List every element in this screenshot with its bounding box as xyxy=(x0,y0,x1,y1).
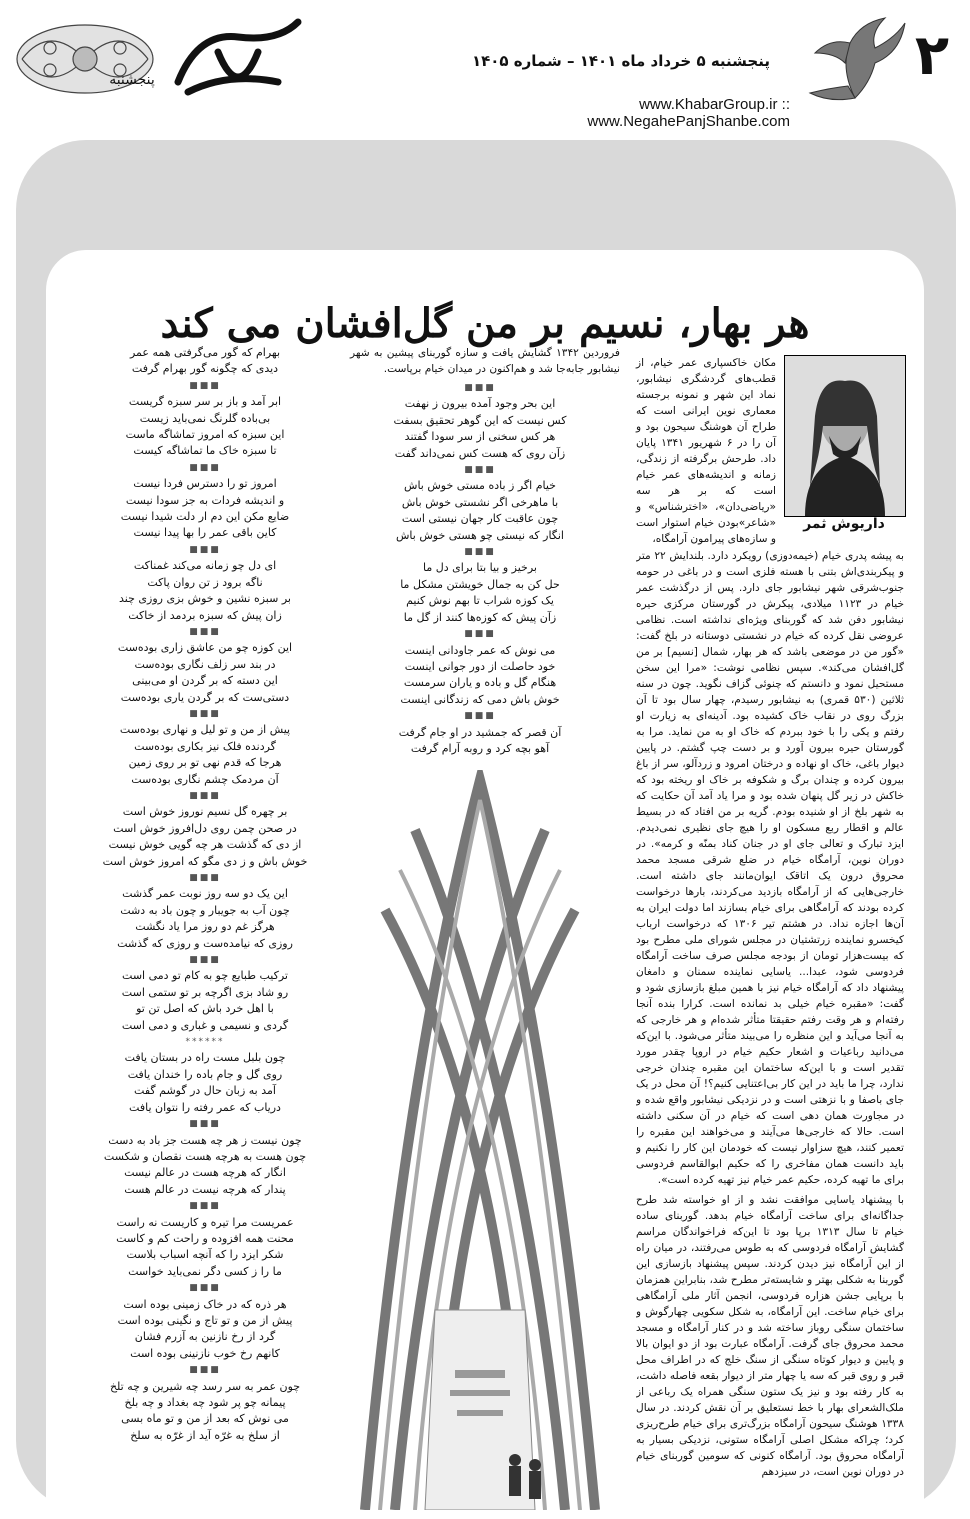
poem-line: شکر ایزد را که آنچه اسباب بلاست xyxy=(126,1248,284,1262)
poem-line: هنگام گل و باده و یاران سرمست xyxy=(403,676,557,690)
poem-line: با اهل خرد باش که اصل تن تو xyxy=(136,1002,274,1016)
poem-line: این یک دو سه روز نوبت عمر گذشت xyxy=(122,887,288,901)
poem-line: می نوش که عمر جاودانی اینست xyxy=(404,643,556,657)
poem-line: حل کن به جمال خویشتن مشکل ما xyxy=(400,577,560,591)
phoenix-icon xyxy=(800,8,910,108)
newspaper-logo xyxy=(158,12,318,104)
poem-line: از سلخ به غرّه آید از غرّه به سلخ xyxy=(130,1428,280,1442)
poem-line: انگار که نیستی چو هستی خوش باش xyxy=(396,528,564,542)
poem-line: زان پیش که سبزه بردمد از خاکت xyxy=(128,608,282,622)
poem-line: امروز تو را دسترس فردا نیست xyxy=(133,477,277,491)
poem-line: با ماهرخی اگر نشستی خوش باش xyxy=(401,495,559,509)
article-paragraph: با پیشنهاد یاسایی موافقت نشد و از او خواسته شد طرح جداگانه‌ای برای ساخت آرامگاه خیام بدهد. گوربنای ساده خیام تا سال ۱۳۱۳ برپا بود تا این‌که فراخواندگان مراسم گشایش آرامگاه فردوسی که به طوس می‌رفتند، در میان راه از این آرامگاه نیز دیدن کردند. سپس پیشنهاد بازسازی این گوربنا به شکلی بهتر و شایسته‌تر مطرح شد، بنابراین همزمان با برپایی جشن هزاره فردوسی، انجمن آثار ملی آرامگاهی برای خیام ساخت. این آرامگاه، به شکل سکویی چهارگوش و ساختمان سنگی روباز ساخته شد و در کنار آرامگاه و مسجد محمد محروق جای گرفت. آرامگاه عبارت بود از دو ایوان بالا و پایین و دیوار کوتاه سنگی از سنگ خلج که در اطراف محل قبر و روی قبر که سه یا چهار متر از دیوار بقعه فاصله داشت، به کار رفته بود و نیز یک ستون سنگی همراه یک رباعی از ملک‌الشعرای بهار با خط نستعلیق بر آن نقش کردند. در سال ۱۳۳۸ هوشنگ سیحون آرامگاه بزرگ‌تری برای خیام طرح‌ریزی کرد؛ چراکه مشکل اصلی آرامگاه ستونی، نزدیکی بسیار به آرامگاه محروق بود. آرامگاه کنونی که سومین گوربنای خیام در دوران نوین است، در سیزدهم xyxy=(636,1194,904,1478)
poem-line: پندار که هرچه نیست در عالم هست xyxy=(124,1182,286,1196)
poem-line: کاین باقی عمر را بها پیدا نیست xyxy=(133,526,277,540)
issue-dateline: پنجشنبه ۵ خرداد ماه ۱۴۰۱ – شماره ۱۴۰۵ xyxy=(471,52,770,70)
poem-line: هر ذره که در خاک زمینی بوده است xyxy=(123,1297,287,1311)
stanza-separator: ■■■ xyxy=(189,1201,221,1212)
stanza-separator: ■■■ xyxy=(189,626,221,637)
article-main-text xyxy=(636,548,904,1508)
poem-line: آهو بچه کرد و روبه آرام گرفت xyxy=(410,741,550,755)
poem-line: در صحن چمن روی دل‌افروز خوش است xyxy=(113,821,297,835)
poem-line: خوش باش و ز دی مگو که امروز خوش است xyxy=(102,854,308,868)
poem-line: چون هست به هرچه هست نقصان و شکست xyxy=(103,1149,307,1163)
article-middle-text: فروردین ۱۳۴۲ گشایش یافت و سازه گوربنای پیشین به شهر نیشابور جابه‌جا شد و هم‌اکنون در میدان خیام برپاست. xyxy=(350,347,620,375)
poem-line: چون عمر به سر رسد چه شیرین و چه تلخ xyxy=(109,1379,301,1393)
left-quatrains xyxy=(70,345,340,1444)
stanza-separator: ****** xyxy=(185,1037,225,1048)
poem-line: گردنده فلک نیز بکاری بوده‌ست xyxy=(134,739,276,753)
poem-line: رو شاد بزی اگرچه بر تو ستمی است xyxy=(121,985,289,999)
article-paragraph: به پیشه پدری خیام (خیمه‌دوزی) رویکرد دارد. بلندایش ۲۲ متر و پیکربندی‌اش بتنی با هسته فلزی است و در باغی در حومه جنوب‌شرقی شهر نیشابور جای دارد. پس از درگذشت عمر خیام در ۱۱۲۳ میلادی، پیکرش در گورستان مرکزی حیره نیشابور دفن شد که گوربنای ویژه‌ای نداشته است. نظامی عروضی نقل کرده که خیام در نشستی دوستانه در بلخ گفت: «گور من در موضعی باشد که هر بهار، شمال [نسیم] بر من گل‌افشان می‌کند». سپس نظامی نوشت: «مرا این سخن مستحیل نمود و دانستم که چنوئی گزاف نگوید. چون در سنه ثلاثین (۵۳۰ قمری) به نیشابور رسیدم، چهار سال بود تا آن بزرگ روی در نقاب خاک کشیده بود. آدینه‌ای به زیارت او رفتم و یکی را با خود ببردم که خاک او به من نماید. مرا به گورستان حیره بیرون آورد و بر دست چپ گشتم. در پایین دیوار باغی، خاک او نهاده و درختان امرود و زردآلو، سر از باغ بیرون کرده و چندان برگ و شکوفه بر خاک او ریخته بود که خاکش در زیر گل پنهان شده بود و مرا یاد آمد آن حکایت که به شهر بلخ از او شنیده بودم. گریه بر من افتاد که در بسیط عالم و اقطار ربع مسکون او را هیچ جای نظیری نمی‌دیدم. ایزد تبارک و تعالی جای او در جنان کناد بمنّه و کرمه». در دوران نوین، آرامگاه خیام در ضلع شرقی مسجد محمد محروق درون یک اتاقک ایوان‌مانند جای داشته است. خارجی‌هایی که از آرامگاه بازدید می‌کردند، بارها درخواست کرده بودند که آرامگاهی برای خیام بسازند اما دولت ایران به آن‌ها اجازه نداد. در هشتم تیر ۱۳۰۶ که درخواست ارباب کیخسرو نماینده زرتشتیان در مجلس شورای ملی مطرح بود که بیست‌هزار تومان از بودجه مجلس صرف ساخت آرامگاه فردوسی شود، عبدا... یاسایی نماینده سمنان و دامغان پیشنهاد داد که آرامگاه خیام نیز با همین مبلغ بازسازی شود و گفت: «مقبره خیام خیلی بد نمانده است. کرارا بنده آنجا رفته‌ام و هر وقت رفتم حقیقتا متأثر شده‌ام و هر خارجی که به آنجا می‌آید و این منظره را می‌بیند متأثر می‌شود. با این‌که می‌دانید رباعیات و اشعار حکیم خیام در اروپا چقدر مورد تقدیر است و با این‌که ساختمان این مقبره چندان خرجی ندارد، چرا ما باید در این کار بی‌اعتنایی کنیم؟! آن محل در یک جای باصفا و با نزهتی است و در نزدیکی نیشابور واقع شده و در مجاورت همان دهی است که خیام در آن سکنی داشته است. حالا که خارجی‌ها می‌آیند و می‌خواهند این مقبره را تعمیر کنند، هیچ سزاوار نیست که خودمان این کار را نکنیم و باید دانست همان مفاخری را که حکیم ابوالقاسم فردوسی برای ما تهیه کرده، حکیم عمر خیام نیز تهیه کرده است». xyxy=(636,550,904,1186)
poem-line: چون آب به جویبار و چون باد به دشت xyxy=(120,903,290,917)
poem-line: هرجا که قدم نهی تو بر روی زمین xyxy=(128,756,282,770)
stanza-separator: ■■■ xyxy=(189,380,221,391)
stanza-separator: ■■■ xyxy=(189,790,221,801)
poem-line: چون بلبل مست راه در بستان یافت xyxy=(124,1051,286,1065)
poem-line: گرد از رخ نازنین به آزرم فشان xyxy=(134,1330,276,1344)
poem-line: آن قصر که جمشید در او جام گرفت xyxy=(398,725,562,739)
poem-line: این دسته که بر گردن او می‌بینی xyxy=(132,674,278,688)
stanza-separator: ■■■ xyxy=(189,708,221,719)
poem-line: این بحر وجود آمده بیرون ز نهفت xyxy=(404,397,556,411)
poem-line: برخیز و بیا بتا برای دل ما xyxy=(422,561,537,575)
poem-line: بی‌باده گلرنگ نمی‌باید زیست xyxy=(139,411,271,425)
stanza-separator: ■■■ xyxy=(189,1365,221,1376)
author-photo xyxy=(784,355,906,517)
poem-line: بهرام که گور می‌گرفتی همه عمر xyxy=(129,346,281,359)
poem-line: خود حاصلت از دور جوانی اینست xyxy=(404,659,556,673)
poem-line: ضایع مکن این دم ار دلت شیدا نیست xyxy=(120,510,290,524)
poem-line: چون عاقبت کار جهان نیستی است xyxy=(401,512,559,526)
khayyam-tomb-photo xyxy=(345,770,615,1510)
poem-line: تا سبزه خاک ما تماشاگه کیست xyxy=(133,444,277,458)
stanza-separator: ■■■ xyxy=(464,711,496,722)
poem-line: کس نیست که این گوهر تحقیق بسفت xyxy=(393,413,567,427)
poem-line: چون نیست ز هر چه هست جز باد به دست xyxy=(108,1133,302,1147)
poem-line: و اندیشه فردات به جز سودا نیست xyxy=(125,493,285,507)
poem-line: می نوش که بعد از من و تو ماه بسی xyxy=(121,1412,289,1426)
poem-line: عمریست مرا تیره و کاریست نه راست xyxy=(116,1215,294,1229)
poem-line: زآن روی که هست کس نمی‌داند گفت xyxy=(394,446,566,460)
article-intro-text: مکان خاکسپاری عمر خیام، از قطب‌های گردشگری نیشابور، نماد این شهر و نمونه برجسته معماری نوین ایرانی است که طراح آن هوشنگ سیحون بود و آن را در ۶ شهریور ۱۳۴۱ پایان داد. طرحش برگرفته از زندگی، زمانه و اندیشه‌های عمر خیام است که بر هر سه «ریاضی‌دان»، «اخترشناس» و «شاعر»بودن خیام استوار است و سازه‌های پیرامون آرامگاه، xyxy=(636,357,777,545)
poem-line: انگار که هرچه هست در عالم نیست xyxy=(124,1166,286,1180)
poem-line: ناگه برود ز تن روان پاکت xyxy=(147,575,263,589)
poem-line: ترکیب طبایع چو به کام تو دمی است xyxy=(122,969,288,983)
poem-line: هر کس سخنی از سر سودا گفتند xyxy=(404,430,556,444)
logo-subtitle: پنجشنبه xyxy=(109,72,155,88)
poem-line: دیدی که چگونه گور بهرام گرفت xyxy=(131,362,279,376)
poem-line: پیش از من و تو لیل و نهاری بوده‌ست xyxy=(119,723,291,737)
poem-line: گردی و نسیمی و غباری و دمی است xyxy=(121,1018,289,1032)
stanza-separator: ■■■ xyxy=(189,1119,221,1130)
poem-line: آن مردمک چشم نگاری بوده‌ست xyxy=(131,772,279,786)
poem-line: آمد به زبان حال در گوشم گفت xyxy=(134,1084,276,1098)
poem-line: محنت همه افزوده و راحت کم و کاست xyxy=(116,1231,294,1245)
stanza-separator: ■■■ xyxy=(189,544,221,555)
poem-line: روی گل و جام باده را خندان یافت xyxy=(127,1067,283,1081)
stanza-separator: ■■■ xyxy=(464,547,496,558)
poem-line: زآن پیش که کوزه‌ها کنند از گل ما xyxy=(403,610,557,624)
author-name: داریوش ثمر xyxy=(803,516,885,532)
stanza-separator: ■■■ xyxy=(464,465,496,476)
poem-line: این سبزه که امروز تماشاگه ماست xyxy=(125,428,285,442)
poem-line: روزی که نیامده‌ست و روزی که گذشت xyxy=(117,936,293,950)
poem-line: پیمانه چو پر شود چه بغداد و چه بلخ xyxy=(124,1396,286,1409)
poem-line: پیش از من و تو تاج و نگینی بوده است xyxy=(117,1313,293,1327)
masthead xyxy=(0,0,970,130)
poem-line: دریاب که عمر رفته را نتوان یافت xyxy=(129,1100,281,1114)
stanza-separator: ■■■ xyxy=(464,629,496,640)
page-number: ۲ xyxy=(914,23,950,88)
poem-line: یک کوزه شراب تا بهم نوش کنیم xyxy=(406,594,554,608)
poem-line: بر سبزه نشین و خوش بزی روزی چند xyxy=(119,592,291,606)
poem-line: ما را ز کسی دگر نمی‌باید خواست xyxy=(128,1264,282,1278)
poem-line: خیام اگر ز باده مستی خوش باش xyxy=(404,479,556,493)
stanza-separator: ■■■ xyxy=(189,955,221,966)
poem-line: ابر آمد و باز بر سر سبزه گریست xyxy=(128,395,282,409)
website-links[interactable]: www.KhabarGroup.ir :: www.NegahePanjShanbe.com xyxy=(587,96,790,130)
poem-line: در بند سر زلف نگاری بوده‌ست xyxy=(134,657,276,671)
poem-line: کانهم رخ خوب نازنینی بوده است xyxy=(130,1346,280,1360)
article-headline: هر بهار، نسیم بر من گل‌افشان می کند xyxy=(160,299,810,347)
stanza-separator: ■■■ xyxy=(189,462,221,473)
poem-line: هرگز غم دو روز مرا یاد نگشت xyxy=(135,920,275,934)
poem-line: این کوزه چو من عاشق زاری بوده‌ست xyxy=(117,641,293,655)
stanza-separator: ■■■ xyxy=(464,383,496,393)
poem-line: از دی که گذشت هر چه گویی خوش نیست xyxy=(108,838,302,852)
middle-quatrains xyxy=(345,380,615,757)
poem-line: دستی‌ست که بر گردن یاری بوده‌ست xyxy=(120,690,290,704)
stanza-separator: ■■■ xyxy=(189,1283,221,1294)
stanza-separator: ■■■ xyxy=(189,873,221,883)
poem-line: خوش باش دمی که زندگانی اینست xyxy=(400,692,560,706)
poem-line: بر چهره گل نسیم نوروز خوش است xyxy=(122,805,288,819)
poem-line: ای دل چو زمانه می‌کند غمناکت xyxy=(133,559,277,573)
